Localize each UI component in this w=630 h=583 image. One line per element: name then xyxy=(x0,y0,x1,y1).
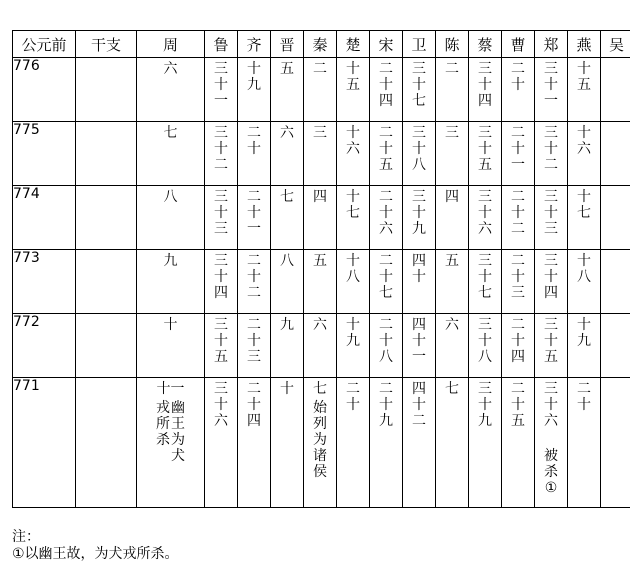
state-year-value: 四 十 一 xyxy=(412,317,426,365)
state-year-cell xyxy=(436,186,469,250)
state-year-value: 八 xyxy=(280,253,294,269)
state-year-cell xyxy=(601,58,630,122)
state-year-value: 二 十 一 xyxy=(247,189,261,237)
state-year-cell xyxy=(205,314,238,378)
state-year-cell xyxy=(601,122,630,186)
state-year-value: 四 十 二 xyxy=(412,381,426,429)
state-year-cell xyxy=(535,314,568,378)
state-year-cell xyxy=(238,250,271,314)
header-cell: 晋 xyxy=(271,31,304,58)
state-year-value: 二 十 xyxy=(511,61,525,93)
state-year-value: 六 xyxy=(313,317,327,333)
state-year-value: 三 xyxy=(445,125,459,141)
zheng-note: 被 杀 ① xyxy=(544,448,558,496)
state-year-cell xyxy=(469,378,502,508)
state-year-value: 九 xyxy=(280,317,294,333)
state-year-value: 三 十 五 xyxy=(544,317,558,365)
state-year-value: 四 xyxy=(313,189,327,205)
state-year-value: 三 十 四 xyxy=(214,253,228,301)
zhou-reign-year: 十一 xyxy=(156,381,185,397)
state-year-value: 七 xyxy=(313,381,327,397)
qin-note: 始 列 为 诸 侯 xyxy=(313,400,327,480)
state-year-cell xyxy=(502,58,535,122)
state-year-cell xyxy=(403,186,436,250)
header-cell: 燕 xyxy=(568,31,601,58)
ganzhi-cell xyxy=(76,186,137,250)
state-year-value: 二 十 五 xyxy=(379,125,393,173)
ganzhi-cell xyxy=(76,122,137,186)
state-year-cell xyxy=(469,250,502,314)
state-year-cell xyxy=(601,186,630,250)
header-cell: 曹 xyxy=(502,31,535,58)
state-year-cell xyxy=(304,250,337,314)
state-year-cell xyxy=(304,378,337,508)
state-year-cell xyxy=(568,250,601,314)
state-year-cell xyxy=(205,122,238,186)
state-year-value: 二 十 三 xyxy=(511,253,525,301)
state-year-value: 十 五 xyxy=(577,61,591,93)
state-year-cell xyxy=(469,314,502,378)
zhou-note xyxy=(153,400,189,464)
state-year-value: 三 十 一 xyxy=(214,61,228,109)
state-year-cell xyxy=(535,58,568,122)
state-year-value: 三 十 四 xyxy=(478,61,492,109)
state-year-value: 十 九 xyxy=(247,61,261,93)
header-row xyxy=(13,31,630,58)
state-year-value: 四 xyxy=(445,189,459,205)
state-year-value: 二 十 三 xyxy=(247,317,261,365)
ganzhi-cell xyxy=(76,250,137,314)
state-year-cell xyxy=(601,378,630,508)
state-year-cell xyxy=(403,378,436,508)
state-year-value: 六 xyxy=(280,125,294,141)
state-year-cell xyxy=(403,122,436,186)
state-year-value: 二 十 xyxy=(247,125,261,157)
state-year-cell xyxy=(502,186,535,250)
header-cell: 卫 xyxy=(403,31,436,58)
state-year-cell xyxy=(271,58,304,122)
state-year-value: 五 xyxy=(445,253,459,269)
zhou-cell xyxy=(137,378,205,508)
state-year-cell xyxy=(304,186,337,250)
zhou-reign-year: 九 xyxy=(163,253,178,269)
state-year-value: 十 九 xyxy=(346,317,360,349)
state-year-value: 二 十 五 xyxy=(511,381,525,429)
ganzhi-cell xyxy=(76,314,137,378)
header-cell: 公元前 xyxy=(13,31,76,58)
state-year-cell xyxy=(502,378,535,508)
state-year-cell xyxy=(370,314,403,378)
state-year-cell xyxy=(304,122,337,186)
state-year-value: 二 十 六 xyxy=(379,189,393,237)
header-cell: 鲁 xyxy=(205,31,238,58)
state-year-cell xyxy=(568,58,601,122)
state-year-value: 二 十 九 xyxy=(379,381,393,429)
zhou-cell xyxy=(137,186,205,250)
zhou-reign-year: 八 xyxy=(163,189,178,205)
state-year-cell xyxy=(535,186,568,250)
state-year-cell xyxy=(238,378,271,508)
header-cell: 陈 xyxy=(436,31,469,58)
header-cell: 楚 xyxy=(337,31,370,58)
state-year-value: 三 十 五 xyxy=(214,317,228,365)
state-year-cell xyxy=(271,250,304,314)
state-year-cell xyxy=(271,122,304,186)
state-year-value: 三 十 七 xyxy=(478,253,492,301)
state-year-cell xyxy=(205,250,238,314)
state-year-value: 三 十 四 xyxy=(544,253,558,301)
header-cell: 齐 xyxy=(238,31,271,58)
state-year-cell xyxy=(601,250,630,314)
state-year-cell xyxy=(370,58,403,122)
state-year-cell xyxy=(568,122,601,186)
state-year-cell xyxy=(337,378,370,508)
state-year-value: 十 八 xyxy=(346,253,360,285)
table-row xyxy=(13,250,630,314)
state-year-value: 三 十 六 xyxy=(478,189,492,237)
state-year-value: 三 十 三 xyxy=(214,189,228,237)
state-year-cell xyxy=(568,186,601,250)
state-year-cell xyxy=(436,58,469,122)
state-year-value: 二 xyxy=(445,61,459,77)
state-year-cell xyxy=(436,314,469,378)
state-year-value: 二 十 二 xyxy=(247,253,261,301)
state-year-value: 二 十 四 xyxy=(247,381,261,429)
state-year-value: 十 五 xyxy=(346,61,360,93)
state-year-value: 十 xyxy=(280,381,294,397)
state-year-value: 二 十 xyxy=(577,381,591,413)
table-row xyxy=(13,186,630,250)
header-cell: 干支 xyxy=(76,31,137,58)
spacer xyxy=(535,429,567,445)
zhou-note-col1: 幽 王 为 犬 xyxy=(171,400,185,464)
state-year-cell xyxy=(337,58,370,122)
state-year-value: 三 十 八 xyxy=(412,125,426,173)
state-year-value: 十 六 xyxy=(577,125,591,157)
state-year-cell xyxy=(469,122,502,186)
footnote xyxy=(12,529,179,563)
state-year-cell xyxy=(271,378,304,508)
state-year-value: 三 十 六 xyxy=(544,381,558,429)
state-year-cell xyxy=(535,250,568,314)
state-year-value: 二 十 四 xyxy=(511,317,525,365)
state-year-cell xyxy=(337,122,370,186)
ganzhi-cell xyxy=(76,58,137,122)
header-cell: 宋 xyxy=(370,31,403,58)
state-year-value: 七 xyxy=(445,381,459,397)
table-row xyxy=(13,58,630,122)
state-year-value: 二 十 八 xyxy=(379,317,393,365)
state-year-value: 十 九 xyxy=(577,317,591,349)
state-year-cell xyxy=(238,122,271,186)
state-year-cell xyxy=(568,378,601,508)
state-year-value: 三 十 一 xyxy=(544,61,558,109)
state-year-value: 二 十 七 xyxy=(379,253,393,301)
state-year-value: 三 十 七 xyxy=(412,61,426,109)
state-year-value: 二 xyxy=(313,61,327,77)
state-year-value: 十 六 xyxy=(346,125,360,157)
header-cell: 郑 xyxy=(535,31,568,58)
zhou-reign-year: 六 xyxy=(163,61,178,77)
state-year-cell xyxy=(238,186,271,250)
state-year-value: 六 xyxy=(445,317,459,333)
state-year-cell xyxy=(370,186,403,250)
state-year-cell xyxy=(502,250,535,314)
state-year-cell xyxy=(370,378,403,508)
state-year-cell xyxy=(337,250,370,314)
year-cell: 775 xyxy=(13,122,76,186)
state-year-cell xyxy=(337,186,370,250)
state-year-cell xyxy=(601,314,630,378)
header-cell: 吴 xyxy=(601,31,630,58)
state-year-value: 十 七 xyxy=(577,189,591,221)
zhou-cell xyxy=(137,122,205,186)
state-year-cell xyxy=(436,122,469,186)
state-year-value: 三 十 八 xyxy=(478,317,492,365)
state-year-value: 四 十 xyxy=(412,253,426,285)
state-year-cell xyxy=(502,122,535,186)
state-year-cell xyxy=(403,314,436,378)
year-cell: 771 xyxy=(13,378,76,508)
state-year-value: 五 xyxy=(313,253,327,269)
zhou-cell xyxy=(137,250,205,314)
state-year-cell xyxy=(205,186,238,250)
footnote-text: ①以幽王故，为犬戎所杀。 xyxy=(12,546,179,562)
state-year-cell xyxy=(535,122,568,186)
state-year-value: 三 十 五 xyxy=(478,125,492,173)
state-year-cell xyxy=(469,186,502,250)
state-year-value: 十 七 xyxy=(346,189,360,221)
state-year-cell xyxy=(568,314,601,378)
header-cell: 蔡 xyxy=(469,31,502,58)
state-year-cell xyxy=(205,378,238,508)
state-year-value: 二 十 一 xyxy=(511,125,525,173)
state-year-value: 三 十 九 xyxy=(412,189,426,237)
table-row xyxy=(13,378,630,508)
table-row xyxy=(13,122,630,186)
state-year-cell xyxy=(403,58,436,122)
year-cell: 776 xyxy=(13,58,76,122)
state-year-cell xyxy=(403,250,436,314)
header-cell: 周 xyxy=(137,31,205,58)
footnote-label: 注： xyxy=(12,529,40,545)
state-year-value: 三 十 九 xyxy=(478,381,492,429)
state-year-cell xyxy=(238,58,271,122)
chronology-table xyxy=(12,30,630,508)
state-year-value: 三 十 二 xyxy=(214,125,228,173)
state-year-value: 七 xyxy=(280,189,294,205)
zhou-cell xyxy=(137,58,205,122)
ganzhi-cell xyxy=(76,378,137,508)
state-year-cell xyxy=(238,314,271,378)
state-year-cell xyxy=(502,314,535,378)
state-year-cell xyxy=(436,250,469,314)
state-year-value: 三 十 六 xyxy=(214,381,228,429)
year-cell: 772 xyxy=(13,314,76,378)
state-year-cell xyxy=(337,314,370,378)
state-year-value: 五 xyxy=(280,61,294,77)
state-year-value: 三 十 三 xyxy=(544,189,558,237)
year-cell: 773 xyxy=(13,250,76,314)
state-year-value: 三 十 二 xyxy=(544,125,558,173)
state-year-cell xyxy=(436,378,469,508)
zhou-reign-year: 七 xyxy=(163,125,178,141)
year-cell: 774 xyxy=(13,186,76,250)
state-year-value: 二 十 二 xyxy=(511,189,525,237)
state-year-value: 二 十 四 xyxy=(379,61,393,109)
state-year-value: 二 十 xyxy=(346,381,360,413)
table-row xyxy=(13,314,630,378)
zhou-note-col2: 戎 所 杀 xyxy=(156,400,170,448)
state-year-cell xyxy=(370,250,403,314)
state-year-cell xyxy=(205,58,238,122)
state-year-cell xyxy=(535,378,568,508)
zhou-reign-year: 十 xyxy=(163,317,178,333)
state-year-cell xyxy=(304,314,337,378)
zhou-cell xyxy=(137,314,205,378)
header-cell: 秦 xyxy=(304,31,337,58)
state-year-cell xyxy=(370,122,403,186)
state-year-cell xyxy=(271,186,304,250)
state-year-cell xyxy=(271,314,304,378)
state-year-cell xyxy=(469,58,502,122)
state-year-cell xyxy=(304,58,337,122)
state-year-value: 三 xyxy=(313,125,327,141)
state-year-value: 十 八 xyxy=(577,253,591,285)
